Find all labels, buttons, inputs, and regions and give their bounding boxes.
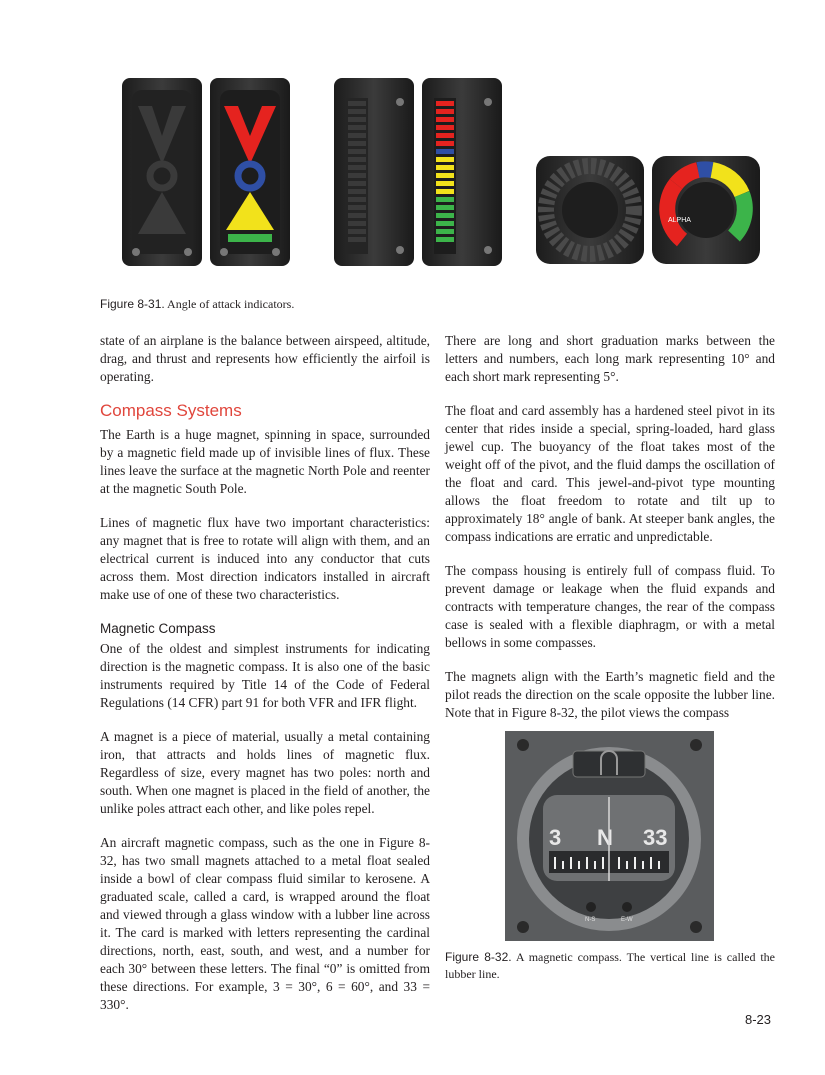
screw-icon [690, 739, 702, 751]
paragraph: The float and card assembly has a hardened steel pivot in its center that rides inside a special, spring-loaded, hard glass jewel cup. The buoyancy of the float takes most of the weight off of the pivot, and the fluid damps the oscillation of the float and card. This jewel-and-pivot type mounting allows the float freedom to rotate and tilt up to approximately 18° angle of bank. At steeper bank angles, the compass indications are erratic and unpredictable. [445, 403, 775, 544]
paragraph: A magnet is a piece of material, usually a metal containing iron, that attracts and holds lines of magnetic flux. Regardless of size, every magnet has two poles: north and south. When one magnet is placed in the field of another, the unlike poles attract each other, and like poles repel. [100, 729, 430, 816]
knob-ew-label: E-W [621, 917, 633, 923]
paragraph: The magnets align with the Earth’s magnetic field and the pilot reads the direction on the scale opposite the lubber line. Note that in Figure 8-32, the pilot views the compass [445, 669, 775, 720]
aoa-indicators-figure [118, 74, 770, 270]
section-title: Compass Systems [100, 401, 242, 420]
compensator-knob-icon [622, 902, 632, 912]
device-brand-label: ALPHA [668, 217, 691, 224]
figure-8-31-caption-text: Angle of attack indicators. [164, 297, 295, 311]
figure-8-32-caption-text: A magnetic compass. The vertical line is called the lubber line. [445, 950, 775, 981]
aoa-round-lit [652, 156, 760, 264]
figure-8-31-caption [100, 297, 294, 312]
paragraph: The Earth is a huge magnet, spinning in space, surrounded by a magnetic field made up of invisible lines of flux. These lines leave the surface at the magnetic North Pole and reenter at the magnetic South Pole. [100, 427, 430, 496]
paragraph: Lines of magnetic flux have two important characteristics: any magnet that is free to rotate will align with them, and an electrical current is induced into any conductor that cuts across them. Most direction indicators installed in aircraft make use of one of these two characteristics. [100, 515, 430, 602]
card-north-letter: N [597, 825, 613, 850]
figure-8-32-label: Figure 8-32. [445, 950, 512, 964]
screw-icon [690, 921, 702, 933]
right-column [445, 332, 775, 738]
aoa-bar-unlit [334, 78, 414, 266]
aoa-chevron-lit [210, 78, 290, 266]
screw-icon [517, 739, 529, 751]
paragraph: The compass housing is entirely full of compass fluid. To prevent damage or leakage when the fluid expands and contracts with temperature changes, the rear of the compass case is sealed with a flexible diaphragm, or with a metal bellows in some compasses. [445, 563, 775, 650]
screw-icon [517, 921, 529, 933]
compensator-knob-icon [586, 902, 596, 912]
aoa-bar-lit [422, 78, 502, 266]
aoa-chevron-unlit [122, 78, 202, 266]
card-right-number: 33 [643, 825, 668, 850]
paragraph: An aircraft magnetic compass, such as the one in Figure 8-32, has two small magnets attached to a metal float sealed inside a bowl of clear compass fluid similar to kerosene. A graduated scale, called a card, is wrapped around the float and viewed through a glass window with a lubber line across it. The card is marked with letters representing the cardinal directions, north, east, south, and west, and a number for each 30° between these letters. The final “0” is omitted from these directions. For example, 3 = 30°, 6 = 60°, and 33 = 330°. [100, 835, 430, 1012]
paragraph: state of an airplane is the balance between airspeed, altitude, drag, and thrust and represents how efficiently the airfoil is operating. [100, 333, 430, 384]
left-column [100, 332, 430, 1030]
page-number: 8-23 [745, 1012, 772, 1027]
figure-8-32-caption [445, 949, 775, 983]
aoa-round-unlit [536, 156, 644, 264]
subsection-title: Magnetic Compass [100, 621, 216, 636]
card-left-number: 3 [549, 825, 562, 850]
figure-8-31-label: Figure 8-31. [100, 297, 165, 311]
paragraph: There are long and short graduation marks between the letters and numbers, each long mark representing 10° and each short mark representing 5°. [445, 333, 775, 384]
magnetic-compass-figure [505, 731, 714, 941]
knob-ns-label: N-S [585, 917, 596, 923]
paragraph: One of the oldest and simplest instruments for indicating direction is the magnetic compass. It is also one of the basic instruments required by Title 14 of the Code of Federal Regulations (14 CFR) part 91 for both VFR and IFR flight. [100, 641, 430, 710]
